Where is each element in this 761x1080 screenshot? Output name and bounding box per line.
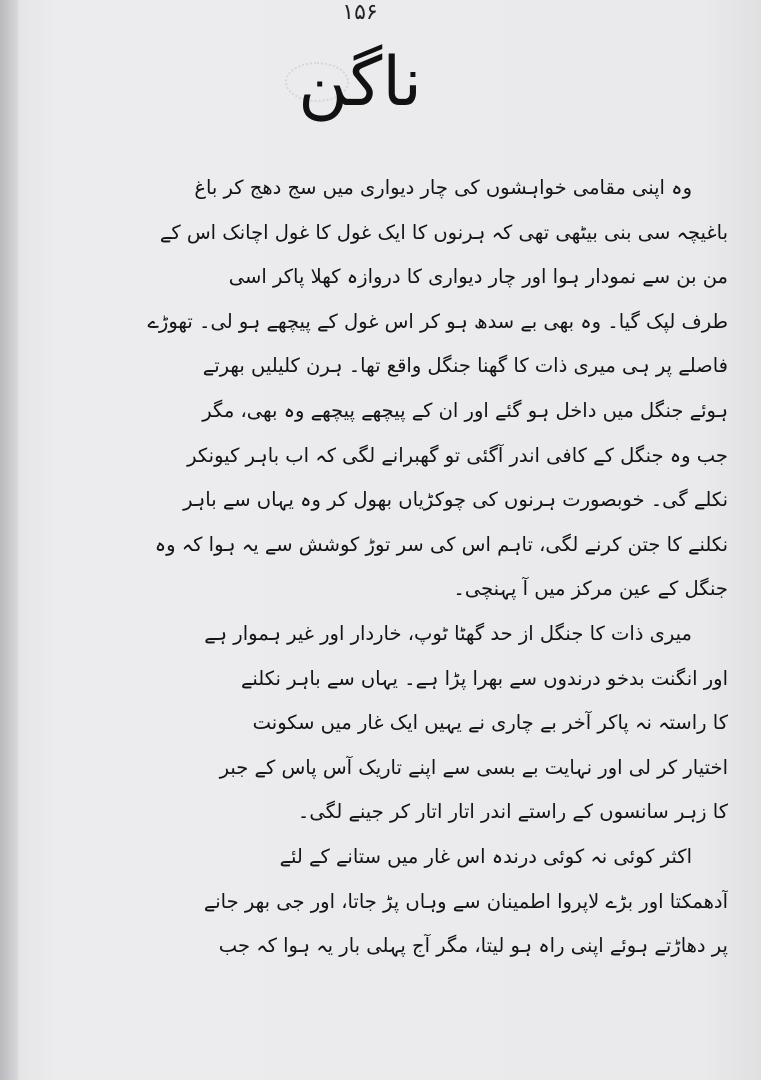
text-line: نکلنے کا جتن کرنے لگی، تاہم اس کی سر توڑ کوشش سے یہ ہوا کہ وہ <box>154 532 728 556</box>
text-line: میری ذات کا جنگل از حد گھٹا ٹوپ، خاردار اور غیر ہموار ہے <box>204 621 692 645</box>
text-line: جب وہ جنگل کے کافی اندر آگئی تو گھبرانے لگی کہ اب باہر کیونکر <box>187 443 728 467</box>
text-line: طرف لپک گیا۔ وہ بھی بے سدھ ہو کر اس غول کے پیچھے ہو لی۔ تھوڑے <box>147 309 728 333</box>
chapter-title: ناگن <box>298 43 422 122</box>
text-line: اختیار کر لی اور نہایت بے بسی سے اپنے تاریک آس پاس کے جبر <box>219 755 728 779</box>
text-line: کا زہر سانسوں کے راستے اندر اتار اتار کر جینے لگی۔ <box>297 800 728 824</box>
text-line: ہوئے جنگل میں داخل ہو گئے اور ان کے پیچھے پیچھے وہ بھی، مگر <box>202 398 728 422</box>
page-number: ۱۵۶ <box>342 0 378 25</box>
text-line: کا راستہ نہ پاکر آخر بے چاری نے یہیں ایک غار میں سکونت <box>252 711 728 735</box>
body-text <box>38 166 728 969</box>
book-spine-shadow <box>0 0 18 1080</box>
text-line: وہ اپنی مقامی خواہشوں کی چار دیواری میں سج دھج کر باغ <box>194 176 692 199</box>
text-line: جنگل کے عین مرکز میں آ پہنچی۔ <box>453 577 728 601</box>
text-line: اور انگنت بدخو درندوں سے بھرا پڑا ہے۔ یہاں سے باہر نکلنے <box>240 666 728 690</box>
text-line: اکثر کوئی نہ کوئی درندہ اس غار میں ستانے کے لئے <box>279 844 692 868</box>
text-line: باغیچہ سی بنی بیٹھی تھی کہ ہرنوں کا ایک غول کا غول اچانک اس کے <box>159 220 728 244</box>
text-line: نکلے گی۔ خوبصورت ہرنوں کی چوکڑیاں بھول کر وہ یہاں سے باہر <box>183 488 728 512</box>
text-line: پر دھاڑتے ہوئے اپنی راہ ہو لیتا، مگر آج پہلی بار یہ ہوا کہ جب <box>218 934 728 958</box>
text-line: فاصلے پر ہی میری ذات کا گھنا جنگل واقع تھا۔ ہرن کلیلیں بھرتے <box>202 354 728 378</box>
text-line: آدھمکتا اور بڑے لاپروا اطمینان سے وہاں پڑ جاتا، اور جی بھر جانے <box>203 889 728 913</box>
text-line: من بن سے نمودار ہوا اور چار دیواری کا دروازہ کھلا پاکر اسی <box>228 265 728 289</box>
